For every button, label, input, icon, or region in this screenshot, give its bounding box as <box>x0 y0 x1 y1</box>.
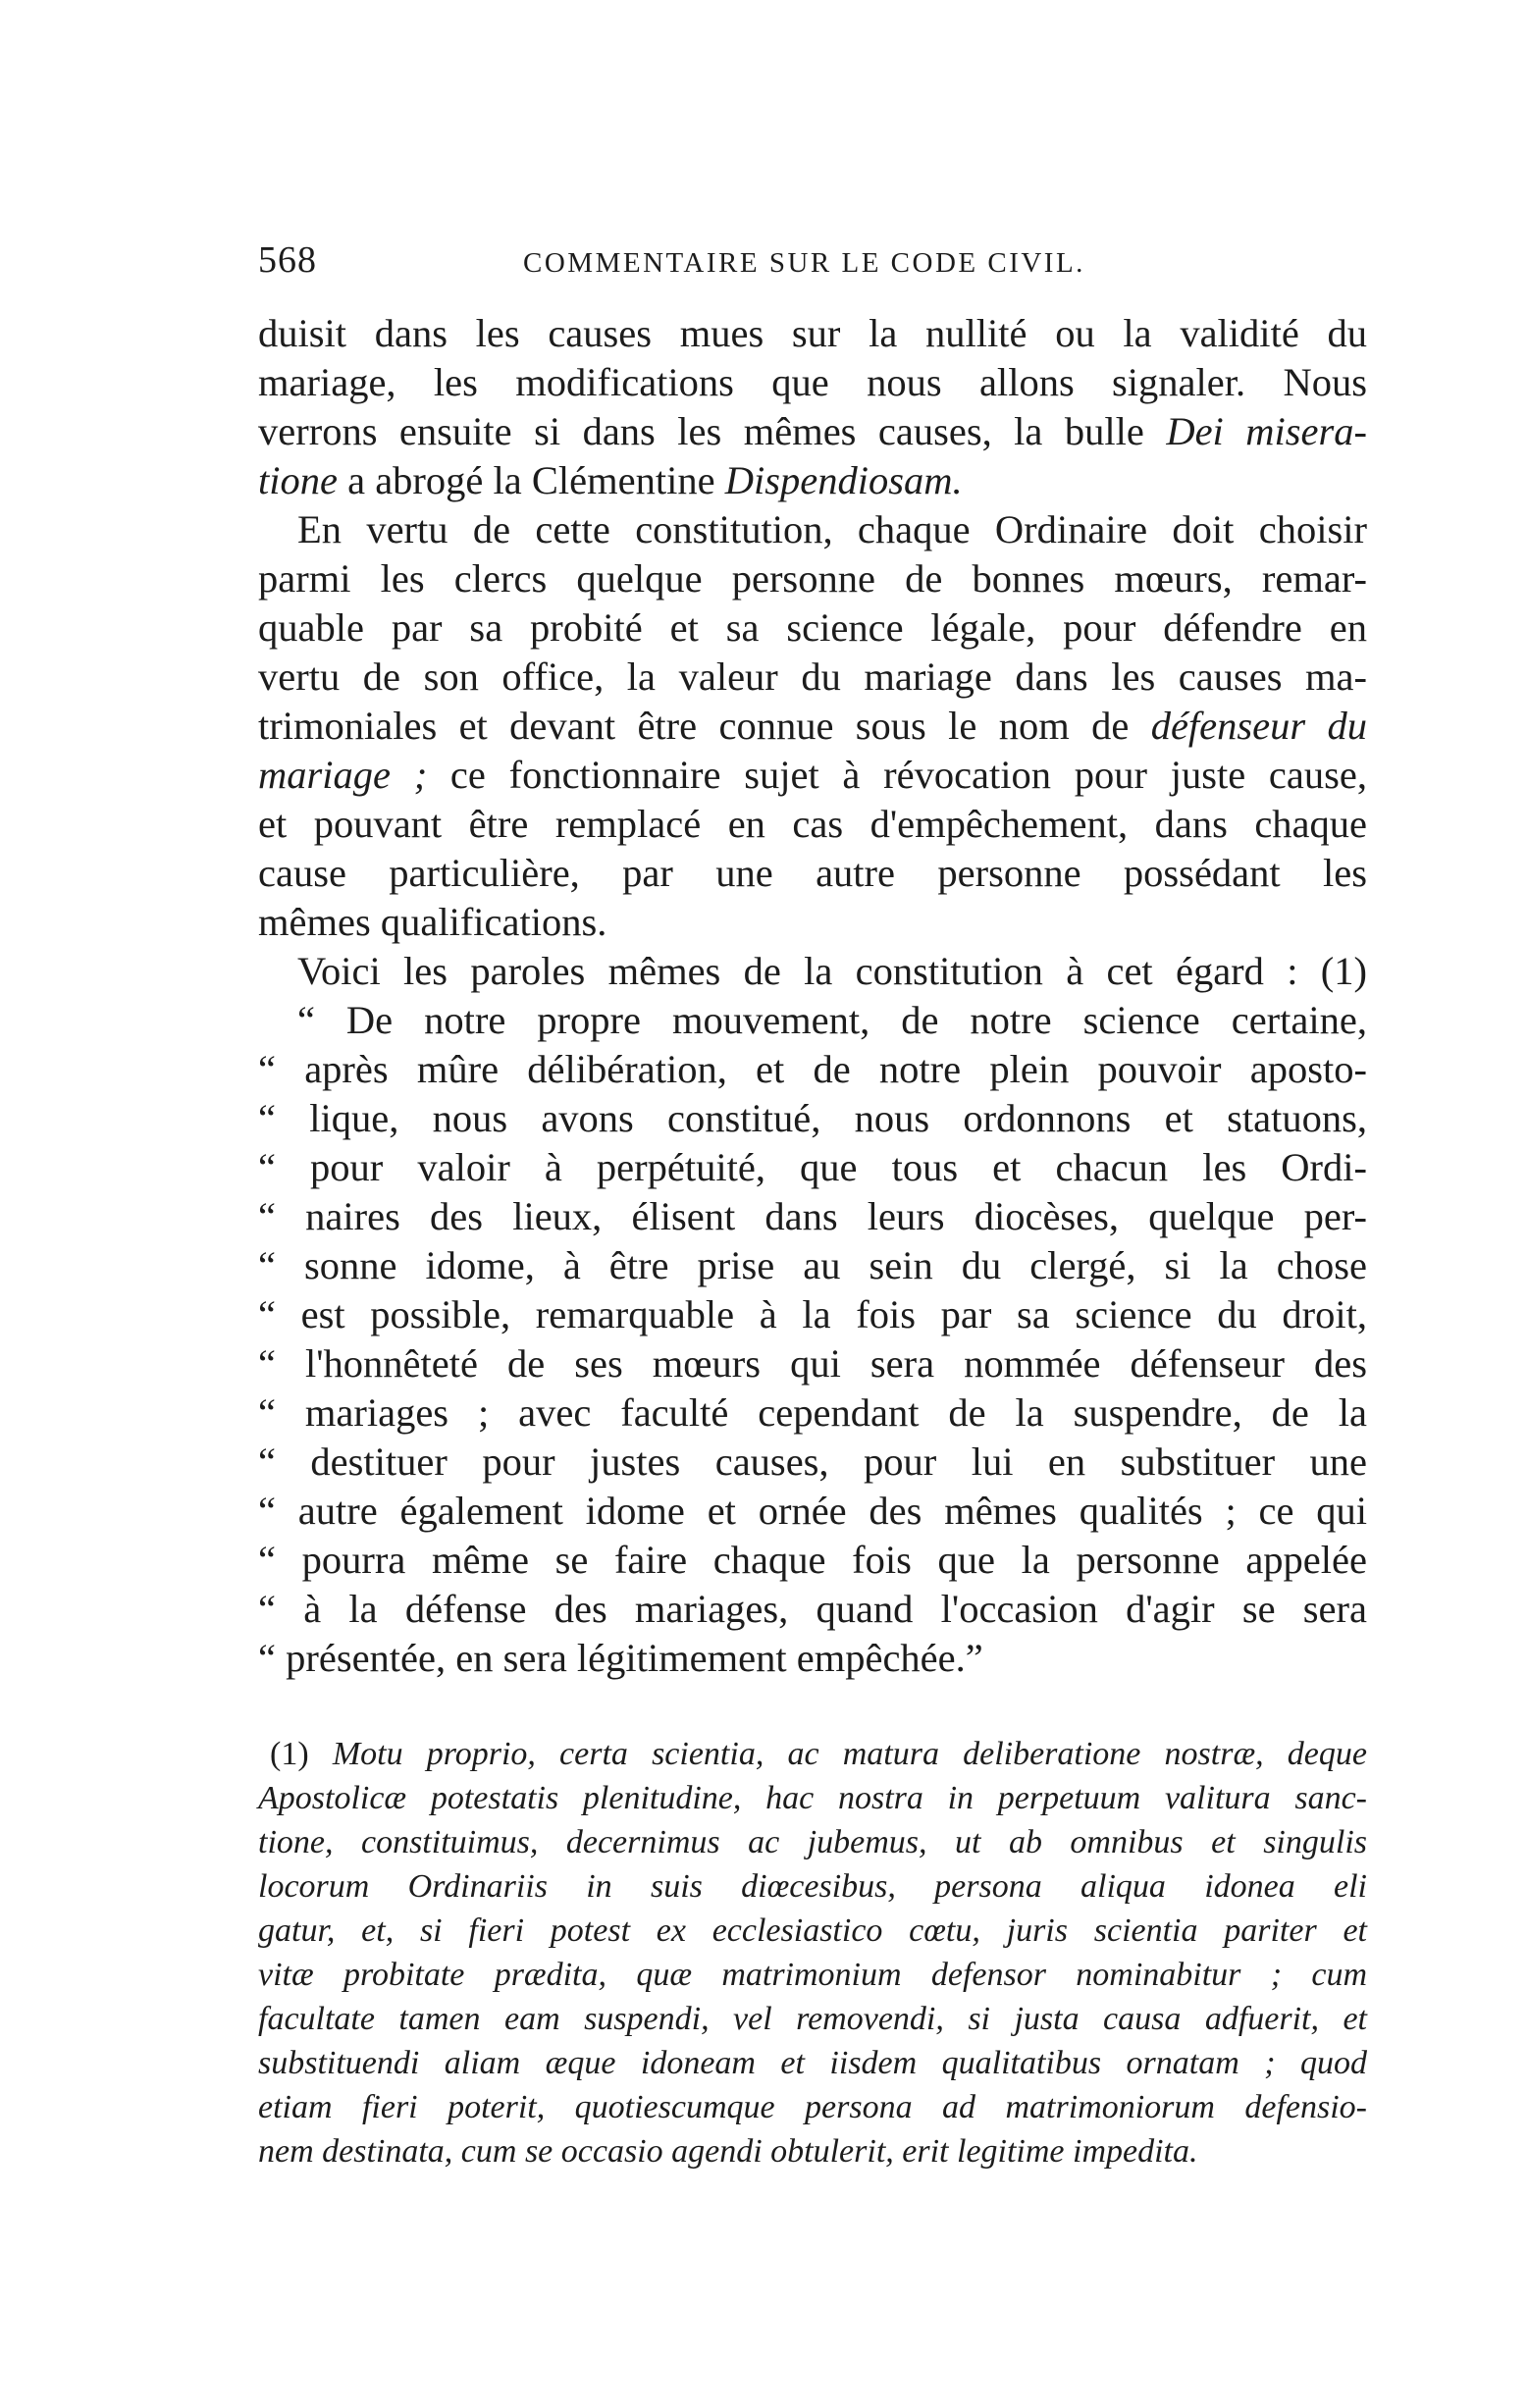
text-line: tione a abrogé la Clémentine Dispendiosam. <box>258 458 963 502</box>
quote-line: “ De notre propre mouvement, de notre science certaine, <box>297 998 1367 1042</box>
text-line: trimoniales et devant être connue sous le nom de défenseur du <box>258 704 1368 748</box>
quote-line: “ l'honnêteté de ses mœurs qui sera nommée défenseur des <box>258 1341 1367 1386</box>
page-number: 568 <box>258 239 317 281</box>
text-line: mêmes qualifications. <box>258 900 607 944</box>
footnote-line: gatur, et, si fieri potest ex ecclesiastico cœtu, juris scientia pariter et <box>258 1912 1367 1949</box>
footnote-line: (1) Motu proprio, certa scientia, ac matura deliberatione nostræ, deque <box>270 1736 1367 1772</box>
footnote-line: tione, constituimus, decernimus ac jubemus, ut ab omnibus et singulis <box>258 1824 1367 1860</box>
paragraph-start-line: En vertu de cette constitution, chaque Ordinaire doit choisir <box>297 507 1367 551</box>
quote-line: “ sonne idome, à être prise au sein du clergé, si la chose <box>258 1243 1367 1287</box>
text-line: vertu de son office, la valeur du mariage dans les causes ma- <box>258 654 1367 699</box>
quote-line: “ présentée, en sera légitimement empêchée.” <box>258 1636 983 1680</box>
footnote-marker: (1) <box>270 1736 309 1772</box>
quote-line: “ pourra même se faire chaque fois que la personne appelée <box>258 1538 1367 1582</box>
text-line: duisit dans les causes mues sur la nullité ou la validité du <box>258 311 1367 355</box>
footnote-line: substituendi aliam æque idoneam et iisdem qualitatibus ornatam ; quod <box>258 2045 1367 2081</box>
text-line: mariage ; ce fonctionnaire sujet à révocation pour juste cause, <box>258 753 1367 797</box>
quote-line: “ à la défense des mariages, quand l'occasion d'agir se sera <box>258 1587 1367 1631</box>
quote-line: “ pour valoir à perpétuité, que tous et chacun les Ordi- <box>258 1145 1367 1189</box>
page-header <box>258 236 1367 285</box>
paragraph-start-line: Voici les paroles mêmes de la constitution à cet égard : (1) <box>297 949 1367 993</box>
quote-line: “ est possible, remarquable à la fois par sa science du droit, <box>258 1292 1367 1336</box>
footnote-line: facultate tamen eam suspendi, vel removendi, si justa causa adfuerit, et <box>258 2001 1367 2037</box>
footnote-line: Apostolicæ potestatis plenitudine, hac nostra in perpetuum valitura sanc- <box>258 1780 1367 1816</box>
quote-line: “ lique, nous avons constitué, nous ordonnons et statuons, <box>258 1096 1367 1140</box>
text-line: mariage, les modifications que nous allons signaler. Nous <box>258 360 1367 404</box>
footnote-line: vitæ probitate prædita, quæ matrimonium defensor nominabitur ; cum <box>258 1957 1367 1993</box>
text-line: verrons ensuite si dans les mêmes causes, la bulle Dei misera- <box>258 409 1367 453</box>
text-line: quable par sa probité et sa science légale, pour défendre en <box>258 605 1367 650</box>
text-line: et pouvant être remplacé en cas d'empêchement, dans chaque <box>258 802 1367 846</box>
quote-line: “ autre également idome et ornée des mêmes qualités ; ce qui <box>258 1489 1367 1533</box>
footnote-line: nem destinata, cum se occasio agendi obtulerit, erit legitime impedita. <box>258 2133 1198 2170</box>
quote-line: “ après mûre délibération, et de notre plein pouvoir aposto- <box>258 1047 1367 1091</box>
text-line: cause particulière, par une autre personne possédant les <box>258 851 1367 895</box>
quote-line: “ naires des lieux, élisent dans leurs diocèses, quelque per- <box>258 1194 1367 1238</box>
footnote-line: etiam fieri poterit, quotiescumque persona ad matrimoniorum defensio- <box>258 2089 1367 2125</box>
quote-line: “ mariages ; avec faculté cependant de la suspendre, de la <box>258 1390 1367 1435</box>
main-text <box>258 309 1367 1683</box>
running-title: COMMENTAIRE SUR LE CODE CIVIL. <box>523 247 1085 279</box>
text-line: parmi les clercs quelque personne de bonnes mœurs, remar- <box>258 556 1367 601</box>
quote-line: “ destituer pour justes causes, pour lui en substituer une <box>258 1440 1367 1484</box>
footnote-line: locorum Ordinariis in suis diœcesibus, persona aliqua idonea eli <box>258 1868 1367 1905</box>
footnote <box>258 1732 1367 2173</box>
